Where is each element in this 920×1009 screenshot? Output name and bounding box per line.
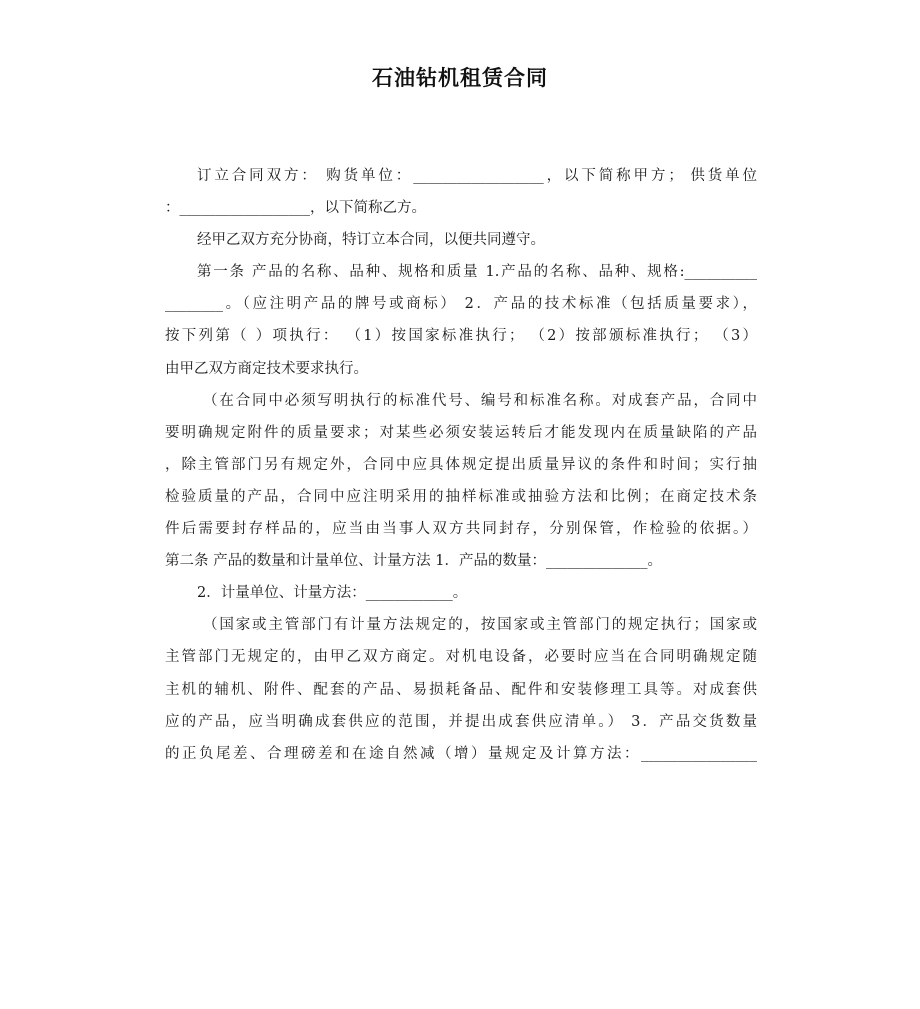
text-line: 主管部门无规定的，由甲乙双方商定。对机电设备，必要时应当在合同明确规定随 [165, 649, 757, 666]
text-line: 第一条 产品的名称、品种、规格和质量 1.产品的名称、品种、规格:__________ [197, 264, 757, 281]
text-line: 主机的辅机、附件、配套的产品、易损耗备品、配件和安装修理工具等。对成套供 [165, 681, 757, 698]
text-line: 应的产品，应当明确成套供应的范围，并提出成套供应清单。） 3．产品交货数量 [165, 713, 757, 730]
contract-body [165, 160, 757, 770]
text-line: ________。（应注明产品的牌号或商标） 2．产品的技术标准（包括质量要求）， [165, 296, 757, 313]
text-line: 件后需要封存样品的，应当由当事人双方共同封存，分别保管，作检验的依据。） [165, 521, 757, 538]
text-line: 2．计量单位、计量方法：____________。 [197, 585, 468, 602]
text-line: （国家或主管部门有计量方法规定的，按国家或主管部门的规定执行；国家或 [203, 617, 757, 634]
text-line: 经甲乙双方充分协商，特订立本合同，以便共同遵守。 [197, 232, 545, 249]
text-line: 第二条 产品的数量和计量单位、计量方法 1．产品的数量：______________。 [165, 553, 662, 570]
document-title: 石油钻机租赁合同 [372, 66, 548, 90]
text-line: ：__________________，以下简称乙方。 [165, 200, 426, 217]
text-line: 由甲乙双方商定技术要求执行。 [165, 360, 368, 377]
text-line: 按下列第（ ）项执行： （1）按国家标准执行； （2）按部颁标准执行； （3） [165, 328, 757, 345]
text-line: ，除主管部门另有规定外，合同中应具体规定提出质量异议的条件和时间；实行抽 [165, 456, 757, 473]
text-line: 要明确规定附件的质量要求；对某些必须安装运转后才能发现内在质量缺陷的产品 [165, 424, 757, 441]
text-line: （在合同中必须写明执行的标准代号、编号和标准名称。对成套产品，合同中 [203, 392, 757, 409]
text-line: 的正负尾差、合理磅差和在途自然减（增）量规定及计算方法：________________ [165, 745, 757, 762]
text-line: 检验质量的产品，合同中应注明采用的抽样标准或抽验方法和比例；在商定技术条 [165, 488, 757, 505]
text-line: 订立合同双方： 购货单位：__________________，以下简称甲方； 供货单位 [197, 168, 757, 184]
